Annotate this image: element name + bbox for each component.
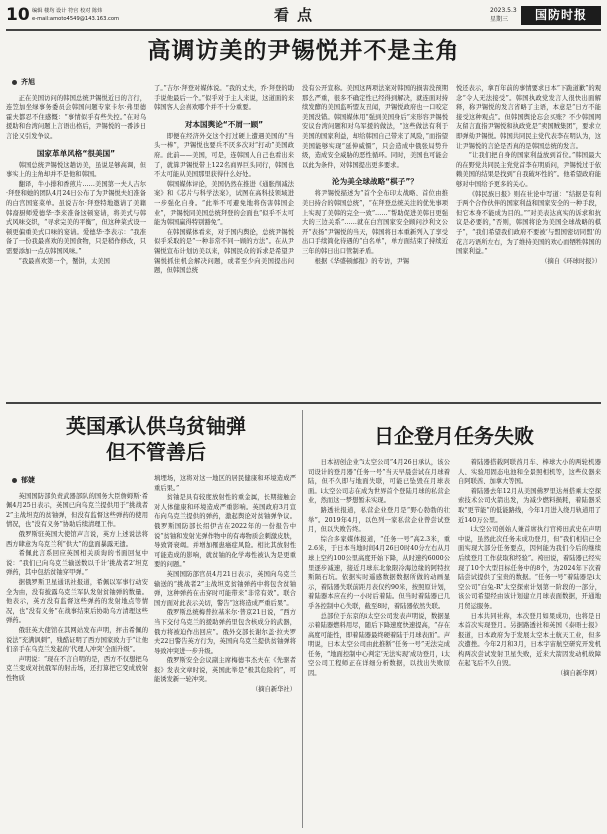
- paragraph: 俄罗斯驻英国大使馆声言说，英方上述说法将西方肆意为乌克兰利“供大”的盘面暴露无遗。: [6, 530, 148, 548]
- paragraph: 路透社报道，私营企业登月是“野心勃勃的壮举”。2019年4月，以色列一家私营企业曾尝试登月，但以失败告终。: [308, 506, 450, 534]
- paragraph: 将尹锡悦描述为“首个全布印太战略、首位由推美日持合的韩国总统”，“在拜登总统关注的优先事项上实现了美韩的完全一致”……“帮助促进美韩日更强大的三边关系”……就在白宫国家安全顾问沙利文公开“表扬”尹锡悦的当天，韩国将日本重新列入了享受出口手续简化待遇的“白名单”，单方面结束了持续近三年的韩日出口管制矛盾。: [302, 190, 448, 255]
- article1-col2: [154, 84, 294, 398]
- article2-source: （摘自新华社）: [251, 686, 296, 694]
- byline-bullet-icon: [12, 80, 17, 85]
- paragraph: 翻译，牛小排和香煎片……美国第一夫人吉尔·拜登和她的团队4月24日公布了为尹锡悦夫妇准备的白宫国宴菜单。虽说吉尔·拜登特地邀请了美籍韩裔厨师爱德华·李来准备这顿宴请，将美式与韩式风味交织，“寻求完美的平衡”，但这种菜式设一顿更偏重美式口味的宴请。爱德华·李表示：“我准备了一份我最喜欢的美国食物，只是稍作修改，只需要添加一点点韩国风味。”: [6, 180, 146, 255]
- paragraph: 综合多家媒体报道，“任务一号”高2.3米，重2.6米，于日本当地时间4月26日0时40分左右从月球上空约100公里高度开始下降，从时速约6000公里逐步减速，接近月球东北象限冷海边缘的阿特拉斯陨石坑。依据实时遥感数据数据所做的动画显示，着陆器失联前距月表仅约90米，按照原计划，着陆器本应在约一小时后着陆。但当时着陆器已几乎各控制中心失联，截至8时，着陆器依然失联。: [308, 535, 450, 610]
- paragraph: 贫铀是具有较度放射性的重金属，长期接触会对人体健康和环境造成严重影响。英国政府3月宣布向乌克兰提供的弹药，激起舆论对贫铀弹争议。俄罗斯国防部长绍伊古在2022年的一份报告中说“贫铀和发射光弹作物中的有毒物质会刺激皮肤，导致肾衰竭。并增加罹患癌症风险。相比其放射性可能造成的影响，就贫铀的化学毒性被认为是更重要的问题。”: [154, 494, 296, 569]
- paragraph: 了。”吉尔·拜登对媒体说。“我的丈夫，乔·拜登的助手说他最后一个。”似乎对于主人来说，这道面的来韩国客人会喜欢哪个并不十分重要。: [154, 85, 294, 112]
- article2-col2: [154, 474, 296, 828]
- paragraph: 总部位于东京的i太空公司发表声明说，数据显示着陆器燃料用尽，随后下降速度快速提高，“存在高度可能性，即着陆器最终硬着陆于月球表面”。声明说，日本太空公司由此推断“任务一号”无法完成任务，“地面控制中心判定‘无法实现’成功登月，i太空公司工程师正在详细分析数据，以找出失败原因。: [308, 612, 450, 678]
- article1-title: 高调访美的尹锡悦并不是主角: [147, 38, 460, 64]
- paragraph: 着陆器去年12月从美国佛罗里达州搭乘太空探索技术公司火箭出发，为减少燃料损耗，着陆器采取“更节能”的低能路线，今年1月进入绕月轨道用了近140万公里。: [458, 487, 601, 524]
- issue-date: 2023.5.3: [490, 7, 517, 14]
- paragraph: 日本共同社称，本次登月如果成功，也将是日本首次实现登月。另据路透社和英国《泰晤士报》报道，日本政府为于发展太空本土航天工业，但多次遭挫。今年2月和3月，日本宇宙航空研究开发机构两次尝试发射卫星失败，近来大箭因发动机故障在起飞后不久自毁。: [458, 612, 601, 668]
- paragraph: 《韩民族日报》则在社论中写道：“结据是有利于两个合作伙伴的国家利益和国家安全的一种手段，但它本身不能成为目的。”“对美表达真实的诉求和抗议是必要的，”否则，韩国将论为美国全球战略的棋子”，“我们希望我们政府不要被‘与盟国密切同盟’的花言巧语所左右，为了维持美国的欢心而牺牲韩国的国家利益。”: [456, 190, 601, 256]
- paragraph: 俄罗斯总统梅普拉基米尔·普京21日说，“西方当下交付乌克兰的援助弹药里包含核成分的武器，俄方将被迫作出回应”。俄外交部长谢尔盖·拉夫罗夫22日警告英方行为，英国向乌克兰提供贫铀弹将导致冲突进一步升级。: [154, 609, 296, 655]
- paragraph: 声明说：“现在不言自明的是，西方不仅想把乌克兰变成对抗俄军的射击场，还打算把它变成放射性物质: [6, 655, 148, 682]
- paragraph: 悦还表示，拿百年前的事情要求日本“下跪道歉”的观念“令人无法接受”。韩国执政党发言人很快出面解释，称尹锡悦的发言省略了主语，本意是“日方不能接受这种观点”。但韩国舆论忘会买账？不少韩国网友留言直指尹锡悦和执政党是“卖国贼集团”，要求立即弹劾尹锡悦。韩国共同民主党代表李在明认为，这让尹锡悦的言论是否真的是韩国总统的发言。: [456, 85, 601, 150]
- paper-name-box: [521, 6, 601, 25]
- paragraph: 希佩此言系回应英国相关质询的书面回复中说：“我们已向乌克兰输送数以千计‘挑战者2’坦克弹药，其中包括贫铀穿甲弹。”: [6, 550, 148, 577]
- article3-source: （摘自新华网）: [556, 670, 601, 678]
- page-header: [6, 6, 601, 28]
- paragraph: 俄驻英大使馆在其网站发布声明，抨击希佩的说法“充满讽刺”，残酷证明了西方国家致力于“让他们亲手在乌克兰发起的‘代理人冲突’全面升级”。: [6, 626, 148, 654]
- paragraph: 韩国总统尹锡悦这趟访美，虽说足够高调，但事实上的主角却并不是他和韩国。: [6, 161, 146, 179]
- paragraph: 着陆器搭载阿联酋月车、棒球大小的两轮机器人、实验用固态电池和全景照相机等，这些仪器来自阿联酋、加拿大等国。: [458, 459, 601, 486]
- editor-email: e-mail:amoto4549@143.163.com: [32, 16, 120, 22]
- article1-subheading-3: 沦为美全球战略“棋子”？: [332, 177, 418, 187]
- article1-subheading-1: 国家革单风格“很美国”: [36, 148, 116, 158]
- section-title: 看点: [274, 6, 321, 24]
- article3-col1: [308, 458, 450, 828]
- byline-bullet-icon: [12, 478, 17, 483]
- issue-weekday: 星期三: [490, 16, 509, 23]
- header-rule: [6, 29, 601, 31]
- article1-col1: [6, 76, 146, 398]
- column-divider: [302, 410, 303, 828]
- article1-source: （摘自《环球时报》）: [541, 257, 601, 265]
- paragraph: 即便在经济外交这个打过硬上遭遇美国的“当头一棒”，尹锡悦也要兵不厌多次对“打动”美国政府。此前——美国，可是，连韩国人自己也看出来了，就算尹锡悦带上122名商界巨头同行，韩国也不太可能从美国那里获得什么好处。: [154, 132, 294, 179]
- paragraph: 韩国媒体评论，美国仍然在推进《通胀削减法案》和《芯片与科学法案》，试图在高科技领域进一步强化自身。“此举不可避免地将伤害韩国企业”，尹锡悦同美国总统拜登的会面也“似乎不太可能为韩国赢得特别豁免”。: [154, 180, 294, 227]
- article1-bottom-rule: [6, 402, 601, 404]
- article1-subheading-2: 对本国舆论“不屑一顾”: [184, 119, 264, 129]
- article2-title-line1: 英国承认供乌贫铀弹: [66, 414, 246, 438]
- article2-byline: 郁婕: [12, 476, 148, 486]
- paper-name: 国防时报: [534, 8, 587, 22]
- paragraph: 俄罗斯安全会议副主席梅德韦杰夫在《先驱者报》发表文章时说，英国此举是“极其危险的”，可能诱发新一轮冲突。: [154, 657, 296, 684]
- paragraph: 根据《华盛顿邮报》的专访，尹锡: [314, 257, 410, 265]
- paragraph: 在韩国媒体看来，对于国内舆论，总统尹锡悦似乎采取的是“一种非常不同一顾的方法”。在从尹锡悦宣布计划访美以来，韩国民众的诉求是希望尹锡悦抓住机会解决问题，或者至少向美国提出问题，但韩国总统: [154, 228, 294, 275]
- paragraph: “让我们把自身的国家利益放到首位。”韩国最大的在野党共同民主党党首李在明质问，尹锡悦过于依赖美国的结果是找到“自我破坏性的”。他希望政府能够对中国给予更多的关心。: [456, 152, 601, 188]
- article2-title-line2: 但不管善后: [106, 440, 206, 464]
- page-number: 10: [6, 5, 30, 25]
- paragraph: 日本初创企业“i太空公司”4月26日承认，该公司设计的登月器“任务一号”当天早晨尝试在月球着陆，但不久即与地面失联，可能已坠毁在月球表面。i太空公司志在成为世界首个登陆月球的私营企业，然而这一梦想暂未实现。: [308, 459, 450, 505]
- article2-col1: [6, 474, 148, 828]
- paragraph: “我最喜欢第一个，蟹饼，太美国: [18, 257, 110, 265]
- article1-col3: [302, 84, 448, 398]
- article3-col2: [458, 458, 601, 828]
- article1-col4: [456, 84, 601, 398]
- staff-credits: 编辑 楼均 设计 符官 校对 陈炜: [32, 8, 103, 14]
- paragraph: i太空公司创始人兼首席执行官袴田武史在声明中说，虽然此次任务未成功登月，但“我们相信已全面实现大部分任务要点，因何能为我们今后的继续后续登月工作获取和经验”。袴田说，着陆器已经实现了10个大型目标任务中的8个，为2024年下次着陆尝试提供了宝贵的数据。“任务一号”着陆器是i太空公司“白兔-R”太空探索计划第一阶段的一部分，该公司希望经由该计划建立月球表面数据，开通地月贸运服务。: [458, 526, 601, 610]
- paragraph: 正在美国访问的韩国总统尹锡悦近日的言行，连笠加坐绿事务委员会韩国问题专家卡尔·弗里德霍夫都忍不住感慨：“事情似乎有些失控。”在对乌援助和台湾问题上言语出格后，尹锡悦的一番涉日言论又引发争议。: [6, 94, 146, 140]
- article1-byline: 齐旭: [12, 78, 146, 88]
- article3-title: 日企登月任务失败: [374, 424, 534, 448]
- paragraph: 据俄罗斯卫星通讯社报道，希佩以军事行动安全为由，没有披露乌克兰军队发射贫铀弹的数量。他表示，英方没有监督这些弹药的发射地点等情况，也“没有义务”在战事结束后协助乌方清理这些弹药。: [6, 578, 148, 625]
- paragraph: 填埋场，这将对这一地区的居民健康和环境造成严重后果。”: [154, 475, 296, 492]
- paragraph: 英国国防部负责武器部队的国务大臣詹姆斯·希佩4月25日表示，英国已向乌克兰提供用于“挑战者2”主战坦克的贫铀弹，但没有监督这些弹药的使用情况，也“没有义务”协助后续清理工作。: [6, 492, 148, 529]
- paragraph: 英国国防部官员4月21日表示，英国向乌克兰输送的“挑战者2”主战坦克贫铀弹药中将包含贫铀弹，这种弹药在击穿时可能带来“非常有效”。联合国方面对此表示关切，警告“这将造成严重后果”。: [154, 570, 296, 607]
- paragraph: 没有公开宣称。美国这两项法案对韩国的损害没预期那么严重，很多不确定性已经得到解决，就连面对持续发酵的美国监听盟友丑闻，尹锡悦政府也一口咬定美国没错。韩国媒体用“强到美国身后”来形容尹锡悦安议台湾问题和对乌军援的做法，“这些做法有利于美国的国家利益，却给韩国自己带来了风险，”而指望美国能够实现“延伸威慑”，只会造成中俄张局势升级，造成安全威胁的恶性循环。同时，美国也可能会以此为条件，对韩国提出更多要求。: [302, 85, 448, 169]
